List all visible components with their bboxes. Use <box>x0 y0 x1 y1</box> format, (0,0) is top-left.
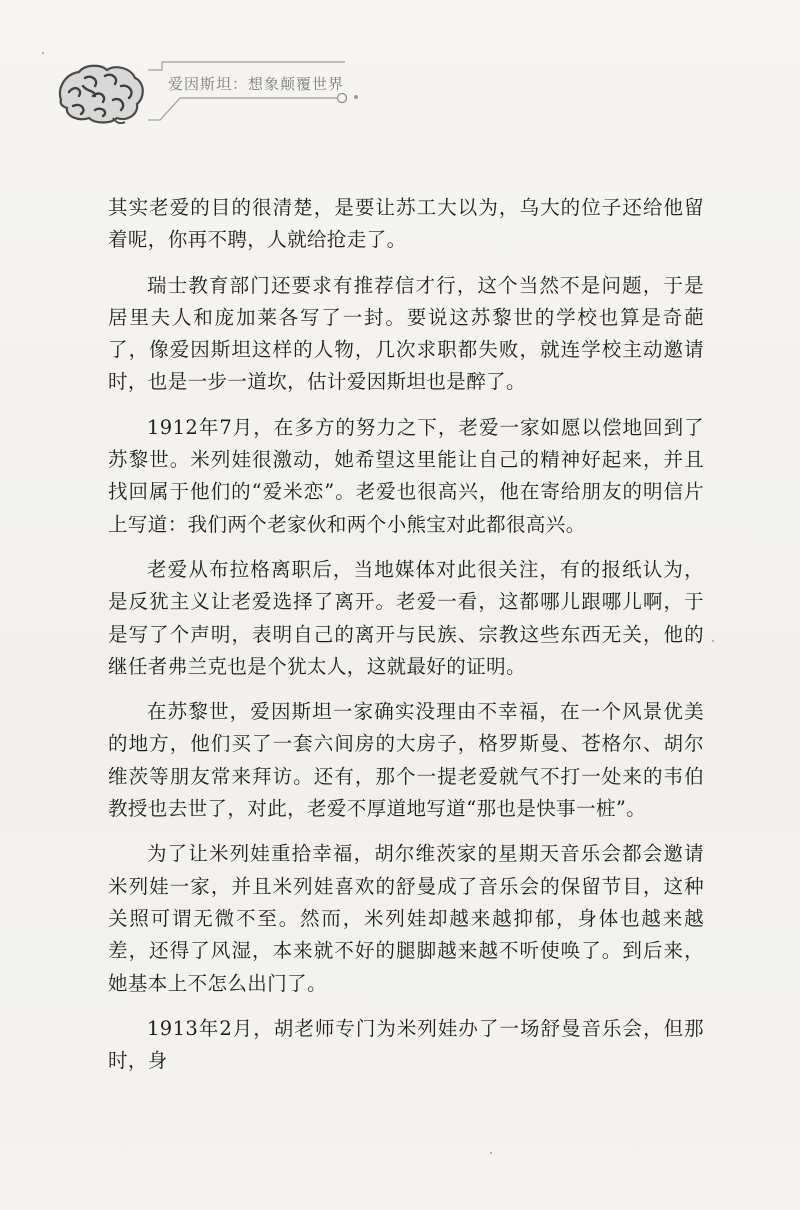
paragraph: 其实老爱的目的很清楚，是要让苏工大以为，乌大的位子还给他留着呢，你再不聘，人就给抢走了。 <box>108 196 704 252</box>
scan-speck <box>42 52 44 54</box>
scan-speck <box>490 1152 492 1154</box>
paragraph: 在苏黎世，爱因斯坦一家确实没理由不幸福，在一个风景优美的地方，他们买了一套六间房的大房子，格罗斯曼、苍格尔、胡尔维茨等朋友常来拜访。还有，那个一提老爱就气不打一处来的韦伯教授也去世了，对此，老爱不厚道地写道“那也是快事一桩”。 <box>108 700 704 821</box>
scan-speck <box>712 640 714 642</box>
running-header-title: 爱因斯坦：想象颠覆世界 <box>168 75 345 93</box>
paragraph: 老爱从布拉格离职后，当地媒体对此很关注，有的报纸认为，是反犹主义让老爱选择了离开。老爱一看，这都哪儿跟哪儿啊，于是写了个声明，表明自己的离开与民族、宗教这些东西无关，他的继任者弗兰克也是个犹太人，这就最好的证明。 <box>108 557 704 678</box>
brain-icon <box>55 62 145 124</box>
paragraph: 1913年2月，胡老师专门为米列娃办了一场舒曼音乐会，但那时，身 <box>108 1016 704 1073</box>
paragraph: 瑞士教育部门还要求有推荐信才行，这个当然不是问题，于是居里夫人和庞加莱各写了一封。要说这苏黎世的学校也算是奇葩了，像爱因斯坦这样的人物，几次求职都失败，就连学校主动邀请时，也是一步一道坎，估计爱因斯坦也是醉了。 <box>108 273 704 394</box>
paragraph: 为了让米列娃重拾幸福，胡尔维茨家的星期天音乐会都会邀请米列娃一家，并且米列娃喜欢的舒曼成了音乐会的保留节目，这种关照可谓无微不至。然而，米列娃却越来越抑郁，身体也越来越差，还得了风湿，本来就不好的腿脚越来越不听使唤了。到后来，她基本上不怎么出门了。 <box>108 842 704 995</box>
body-text <box>108 192 704 1090</box>
page-header <box>0 0 800 150</box>
paragraph: 1912年7月，在多方的努力之下，老爱一家如愿以偿地回到了苏黎世。米列娃很激动，她希望这里能让自己的精神好起来，并且找回属于他们的“爱米恋”。老爱也很高兴，他在寄给朋友的明信片上写道：我们两个老家伙和两个小熊宝对此都很高兴。 <box>108 415 704 536</box>
